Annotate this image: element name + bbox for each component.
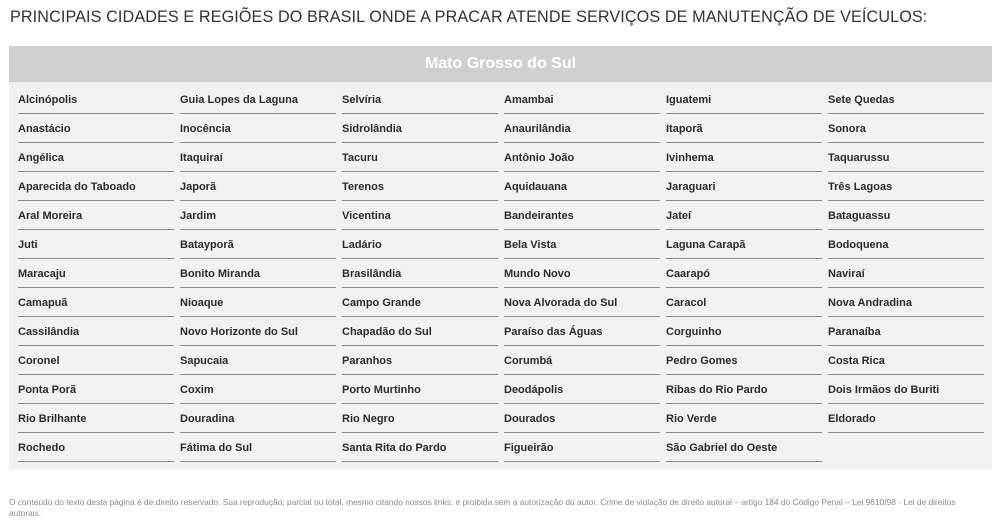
city-item: Aral Moreira [18,207,174,230]
city-item: Ivinhema [666,149,822,172]
city-item: Mundo Novo [504,265,660,288]
city-item: Rio Brilhante [18,410,174,433]
region-panel [9,46,992,470]
city-item: Bodoquena [828,236,984,259]
city-item: Deodápolis [504,381,660,404]
city-item [828,439,984,461]
city-item: Cassilândia [18,323,174,346]
city-item: Bandeirantes [504,207,660,230]
city-item: Pedro Gomes [666,352,822,375]
city-item: Sonora [828,120,984,143]
city-item: Três Lagoas [828,178,984,201]
city-item: Coronel [18,352,174,375]
city-grid [18,91,990,468]
city-item: Itaporã [666,120,822,143]
city-item: São Gabriel do Oeste [666,439,822,462]
city-item: Japorã [180,178,336,201]
city-item: Ladário [342,236,498,259]
city-item: Camapuã [18,294,174,317]
city-item: Paranhos [342,352,498,375]
city-item: Rio Verde [666,410,822,433]
city-item: Figueirão [504,439,660,462]
city-item: Anaurilândia [504,120,660,143]
city-item: Tacuru [342,149,498,172]
city-item: Vicentina [342,207,498,230]
city-item: Selvíria [342,91,498,114]
city-item: Nova Andradina [828,294,984,317]
city-item: Nova Alvorada do Sul [504,294,660,317]
city-item: Fátima do Sul [180,439,336,462]
city-item: Alcinópolis [18,91,174,114]
copyright-notice: O conteúdo do texto desta página é de direito reservado. Sua reprodução, parcial ou total, mesmo citando nossos links, é proibida sem a autorização do autor. Crime de violação de direito autoral – artigo 184 do Código Penal – Lei 9610/98 - Lei de direitos autorais. [9,497,956,518]
city-item: Coxim [180,381,336,404]
city-item: Campo Grande [342,294,498,317]
city-item: Dourados [504,410,660,433]
city-item: Novo Horizonte do Sul [180,323,336,346]
city-item: Corguinho [666,323,822,346]
city-item: Angélica [18,149,174,172]
city-item: Ponta Porã [18,381,174,404]
city-item: Jaraguari [666,178,822,201]
city-item: Bonito Miranda [180,265,336,288]
city-item: Brasilândia [342,265,498,288]
city-item: Jateí [666,207,822,230]
city-item: Paranaíba [828,323,984,346]
city-item: Amambai [504,91,660,114]
city-item: Itaquiraí [180,149,336,172]
city-item: Bataguassu [828,207,984,230]
city-item: Nioaque [180,294,336,317]
city-item: Batayporã [180,236,336,259]
city-item: Rochedo [18,439,174,462]
city-item: Paraíso das Águas [504,323,660,346]
city-item: Naviraí [828,265,984,288]
page-title: PRINCIPAIS CIDADES E REGIÕES DO BRASIL ONDE A PRACAR ATENDE SERVIÇOS DE MANUTENÇÃO DE VEÍCULOS: [10,8,928,26]
city-item: Caracol [666,294,822,317]
city-item: Rio Negro [342,410,498,433]
city-item: Jardim [180,207,336,230]
city-item: Ribas do Rio Pardo [666,381,822,404]
city-item: Sapucaia [180,352,336,375]
city-item: Aquidauana [504,178,660,201]
city-item: Chapadão do Sul [342,323,498,346]
city-item: Laguna Carapã [666,236,822,259]
city-item: Costa Rica [828,352,984,375]
city-item: Anastácio [18,120,174,143]
city-item: Iguatemi [666,91,822,114]
city-item: Corumbá [504,352,660,375]
city-item: Inocência [180,120,336,143]
city-item: Sidrolândia [342,120,498,143]
city-item: Santa Rita do Pardo [342,439,498,462]
city-item: Sete Quedas [828,91,984,114]
city-item: Bela Vista [504,236,660,259]
city-item: Maracaju [18,265,174,288]
city-item: Terenos [342,178,498,201]
city-item: Dois Irmãos do Buriti [828,381,984,404]
city-item: Guia Lopes da Laguna [180,91,336,114]
city-item: Aparecida do Taboado [18,178,174,201]
region-header: Mato Grosso do Sul [9,46,992,82]
city-item: Taquarussu [828,149,984,172]
city-item: Antônio João [504,149,660,172]
city-item: Porto Murtinho [342,381,498,404]
city-item: Douradina [180,410,336,433]
city-item: Eldorado [828,410,984,433]
city-item: Caarapó [666,265,822,288]
city-item: Juti [18,236,174,259]
